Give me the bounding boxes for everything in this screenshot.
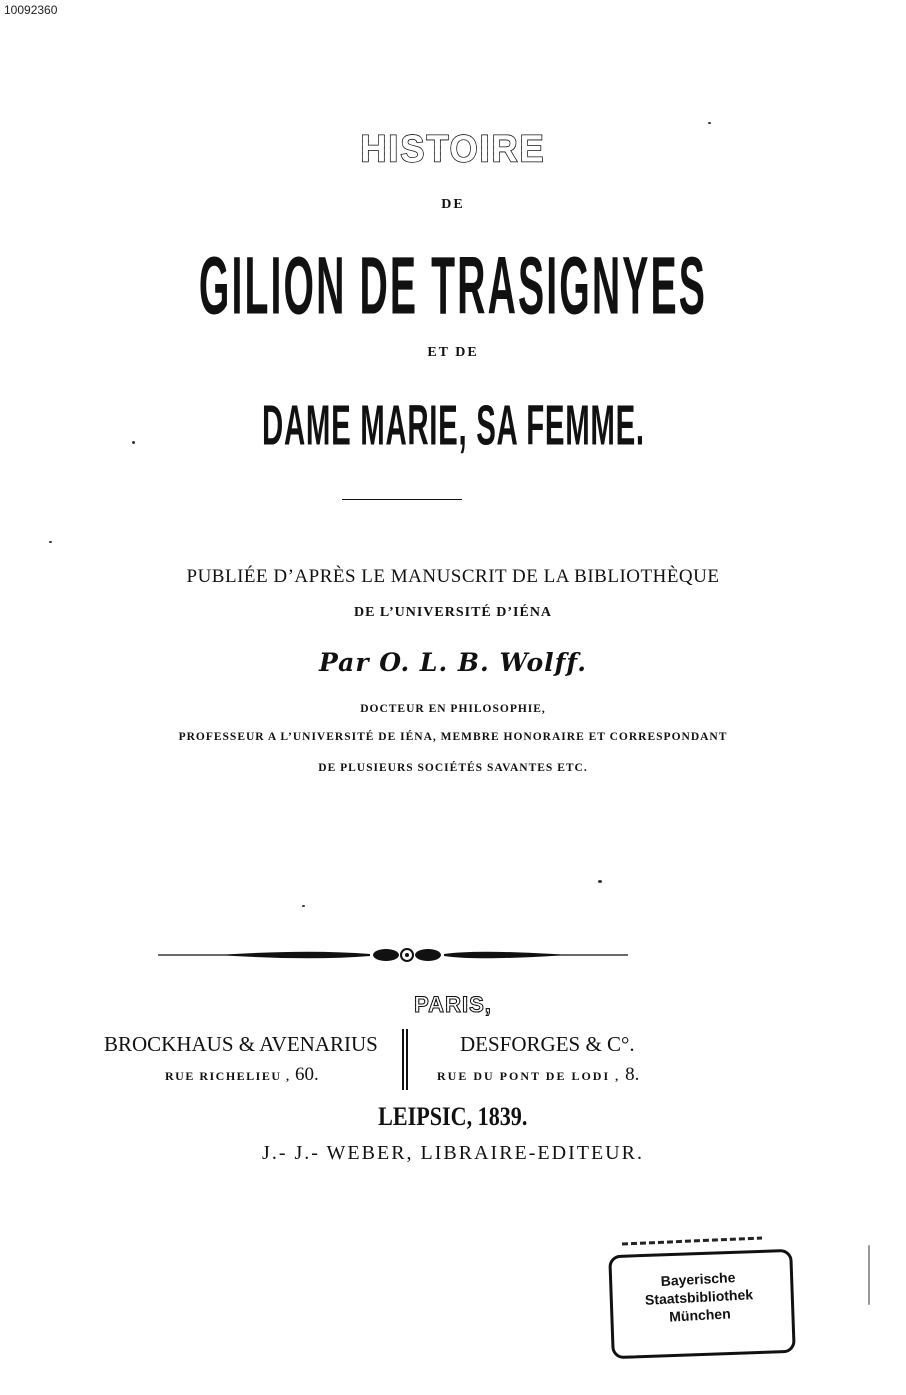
title-de: DE (441, 197, 465, 212)
publisher-left-number: 60. (295, 1064, 319, 1085)
title-rule-divider (342, 499, 462, 500)
ornament-divider (158, 943, 628, 967)
author-byline: Par O. L. B. Wolff. (319, 648, 587, 677)
author-credit-1: DOCTEUR EN PHILOSOPHIE, (360, 703, 546, 715)
scan-speck (132, 441, 135, 444)
imprint-printer: J.- J.- WEBER, LIBRAIRE-EDITEUR. (262, 1142, 644, 1164)
scan-edge-mark (868, 1245, 870, 1305)
publisher-double-rule (402, 1029, 408, 1090)
title-main-text: GILION DE TRASIGNYES (198, 239, 708, 331)
imprint-city-year-text: LEIPSIC, 1839. (378, 1102, 528, 1131)
publisher-right-name: DESFORGES & C°. (460, 1032, 635, 1056)
scan-id-label: 10092360 (4, 3, 58, 17)
scan-speck (708, 122, 711, 124)
title-histoire-text: HISTOIRE (356, 127, 549, 171)
title-second (0, 393, 906, 457)
imprint-city-paris (0, 992, 906, 1018)
imprint-city-year (0, 1102, 906, 1132)
stamp-line-2: Staatsbibliothek (644, 1286, 754, 1308)
stamp-line-3: München (668, 1305, 732, 1325)
scan-speck (49, 541, 52, 543)
stamp-text (609, 1265, 790, 1328)
title-et-de: ET DE (427, 345, 479, 360)
title-second-text: DAME MARIE, SA FEMME. (261, 393, 645, 457)
publisher-left-name: BROCKHAUS & AVENARIUS (104, 1032, 378, 1056)
publisher-left-street: RUE RICHELIEU , (165, 1069, 291, 1083)
publisher-right-number: 8. (625, 1064, 640, 1085)
scan-speck (302, 905, 305, 907)
subtitle-line-2: DE L’UNIVERSITÉ D’IÉNA (353, 605, 553, 620)
publisher-right-address (437, 1064, 639, 1086)
author-credit-2: PROFESSEUR A L’UNIVERSITÉ DE IÉNA, MEMBRE HONORAIRE ET CORRESPONDANT (178, 731, 728, 743)
subtitle-line-1: PUBLIÉE D’APRÈS LE MANUSCRIT DE LA BIBLIOTHÈQUE (186, 566, 720, 587)
imprint-city-paris-text: PARIS, (414, 992, 492, 1017)
title-histoire (0, 128, 906, 170)
scan-speck (598, 880, 602, 883)
title-main (0, 238, 906, 331)
author-credit-3: DE PLUSIEURS SOCIÉTÉS SAVANTES ETC. (318, 762, 588, 774)
publisher-left-address (165, 1064, 319, 1086)
library-stamp (602, 1230, 802, 1370)
publisher-right-street: RUE DU PONT DE LODI , (437, 1069, 621, 1083)
stamp-line-1: Bayerische (660, 1269, 736, 1289)
